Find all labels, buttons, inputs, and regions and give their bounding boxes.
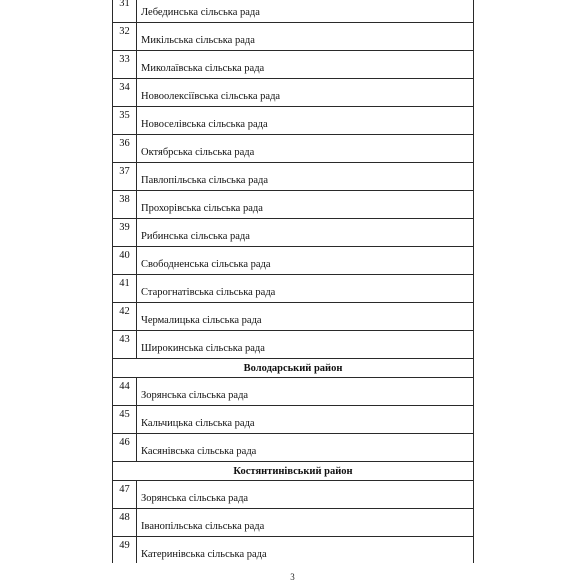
row-number: 40 — [113, 247, 137, 275]
district-title: Костянтинівський район — [113, 462, 474, 481]
row-number: 49 — [113, 537, 137, 563]
row-number: 48 — [113, 509, 137, 537]
council-name: Лебединська сільська рада — [137, 0, 474, 23]
council-row — [113, 537, 474, 563]
row-number: 37 — [113, 163, 137, 191]
council-name: Свободненська сільська рада — [137, 247, 474, 275]
council-name: Чермалицька сільська рада — [137, 303, 474, 331]
row-number: 38 — [113, 191, 137, 219]
council-name: Іванопільська сільська рада — [137, 509, 474, 537]
council-row — [113, 303, 474, 331]
council-name: Новоолексіївська сільська рада — [137, 79, 474, 107]
council-row — [113, 135, 474, 163]
row-number: 47 — [113, 481, 137, 509]
council-name: Рибинська сільська рада — [137, 219, 474, 247]
row-number: 46 — [113, 434, 137, 462]
row-number: 36 — [113, 135, 137, 163]
row-number: 34 — [113, 79, 137, 107]
council-row — [113, 163, 474, 191]
council-row — [113, 23, 474, 51]
council-row — [113, 51, 474, 79]
council-name: Зорянська сільська рада — [137, 481, 474, 509]
council-name: Прохорівська сільська рада — [137, 191, 474, 219]
district-header-row — [113, 359, 474, 378]
council-name: Микільська сільська рада — [137, 23, 474, 51]
council-table — [112, 0, 474, 563]
district-title: Володарський район — [113, 359, 474, 378]
row-number: 42 — [113, 303, 137, 331]
council-name: Зорянська сільська рада — [137, 378, 474, 406]
row-number: 33 — [113, 51, 137, 79]
council-row — [113, 275, 474, 303]
council-row — [113, 406, 474, 434]
council-row — [113, 434, 474, 462]
council-name: Катеринівська сільська рада — [137, 537, 474, 563]
council-name: Касянівська сільська рада — [137, 434, 474, 462]
council-row — [113, 0, 474, 23]
district-header-row — [113, 462, 474, 481]
council-row — [113, 247, 474, 275]
row-number: 44 — [113, 378, 137, 406]
row-number: 43 — [113, 331, 137, 359]
row-number: 31 — [113, 0, 137, 23]
council-name: Миколаївська сільська рада — [137, 51, 474, 79]
council-name: Павлопільська сільська рада — [137, 163, 474, 191]
council-name: Новоселівська сільська рада — [137, 107, 474, 135]
council-row — [113, 481, 474, 509]
council-row — [113, 331, 474, 359]
council-name: Октябрська сільська рада — [137, 135, 474, 163]
council-row — [113, 378, 474, 406]
page-number: 3 — [290, 572, 295, 582]
council-table-body — [113, 0, 474, 563]
row-number: 45 — [113, 406, 137, 434]
council-row — [113, 191, 474, 219]
row-number: 32 — [113, 23, 137, 51]
council-row — [113, 79, 474, 107]
council-name: Кальчицька сільська рада — [137, 406, 474, 434]
council-row — [113, 219, 474, 247]
row-number: 41 — [113, 275, 137, 303]
council-row — [113, 509, 474, 537]
council-row — [113, 107, 474, 135]
council-name: Старогнатівська сільська рада — [137, 275, 474, 303]
council-name: Широкинська сільська рада — [137, 331, 474, 359]
row-number: 35 — [113, 107, 137, 135]
row-number: 39 — [113, 219, 137, 247]
